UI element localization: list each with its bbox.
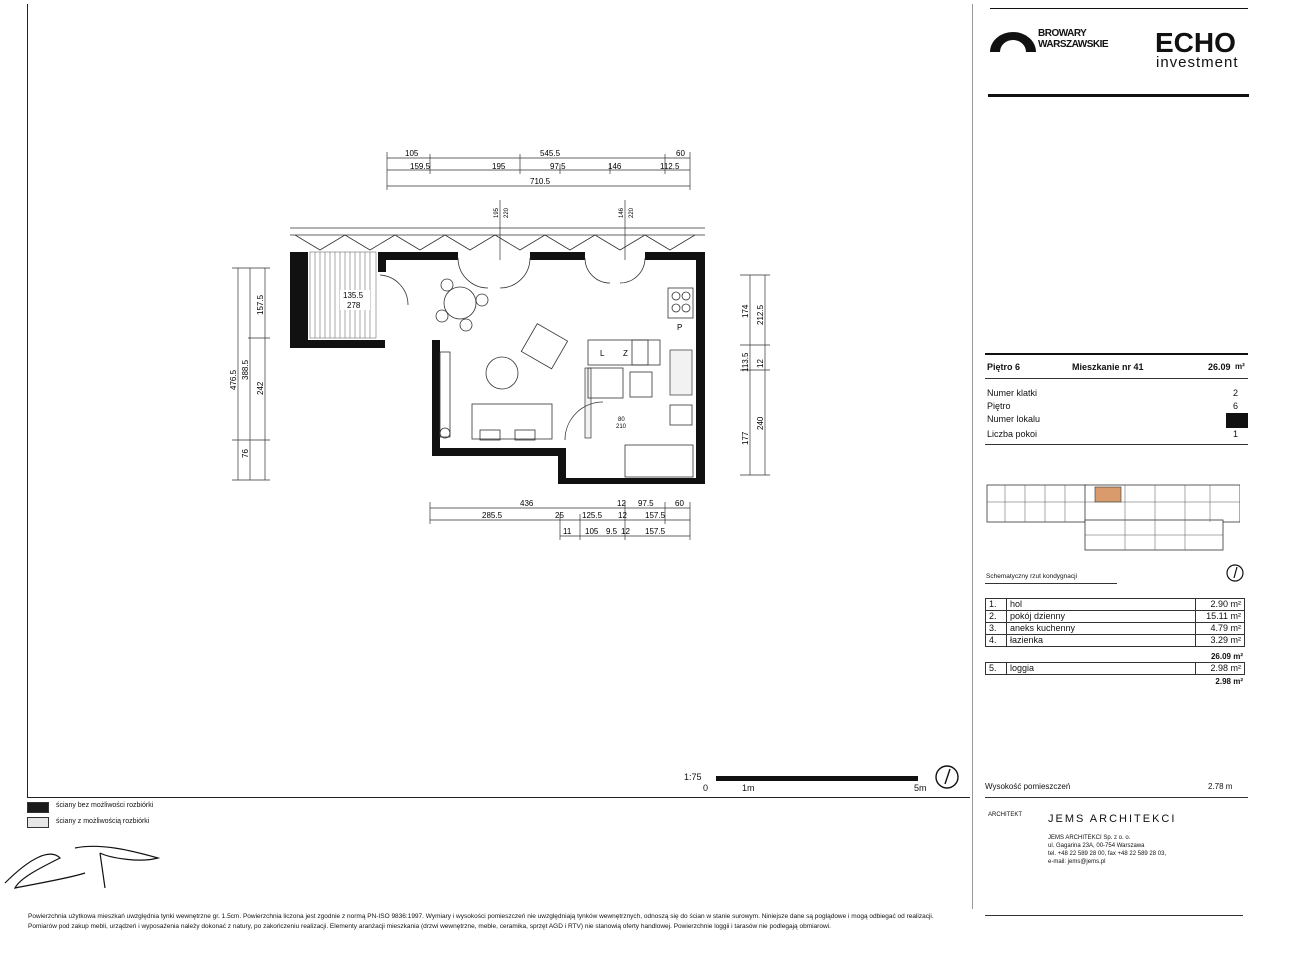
chair [441,279,453,291]
detail-label: Liczba pokoi [987,429,1038,439]
dim-top2-c: 97.5 [550,162,566,171]
dim-top2-a: 159.5 [410,162,431,171]
dim-right-a: 174 [741,304,750,318]
table-row [986,623,1245,635]
chair [436,310,448,322]
dim-top-total: 710.5 [530,177,551,186]
legend-swatch-partition [27,817,49,828]
keyplan-caption-rule [985,583,1117,584]
floor-title: Piętro 6 [987,362,1021,372]
window-swing [458,258,488,288]
furniture [380,258,693,477]
armchair [521,324,567,369]
toilet [630,372,652,397]
room-area: 15.11 m² [1196,611,1245,623]
dim-win1-a: 195 [494,207,500,218]
scale-bar [716,776,918,781]
footnote-line-2: Pomiarów pod zakup mebli, urządzeń i wyposażenia należy dokonać z natury, po zakończeniu realizacji. Elementy aranżacji mieszkania (drzwi wewnętrzne, meble, ceramika, sprzęt AGD i RTV) nie stanowią oferty handlowej. Powierzchnie loggii i tarasów nie podlegają obmiarowi. [28,923,831,930]
dim-right-d: 12 [756,359,765,368]
sink [632,340,660,365]
loggia-door-swing [380,275,408,305]
browary-logo-icon [990,30,1036,52]
dim-top-105: 105 [405,149,419,158]
stove-label: P [677,323,683,332]
title-top-rule [990,8,1248,9]
footnote-line-1: Powierzchnia użytkowa mieszkań uwzględnia tynki wewnętrzne gr. 1.5cm. Powierzchnia liczona jest zgodnie z normą PN-ISO 9836:1997. Wymiary i wysokości pomieszczeń nie uwzględniają tynków wewnętrznych, odnoszą się do ścian w stanie surowym. Niniejsze dane są poglądowe i mogą odbiegać od realizacji. [28,913,934,920]
chair [476,294,488,306]
summary-rule-top [985,353,1248,355]
dim-top2-d: 146 [608,162,622,171]
dim-bot2-d: 12 [618,511,627,520]
apartment-area: 26.09 [1208,362,1231,372]
lamp [440,428,450,438]
scale-0: 0 [703,783,709,793]
detail-value-redacted [1226,413,1248,428]
dim-top2-e: 112.5 [660,162,680,171]
stove [668,288,693,318]
dim-bot2-e: 157.5 [645,511,666,520]
dim-left-a: 157.5 [256,294,265,315]
detail-label: Numer lokalu [987,414,1041,424]
loggia-dim-1: 135.5 [343,291,364,300]
sofa-cushion [515,430,535,440]
dim-left-mid: 388.5 [241,359,250,380]
dim-right-e: 177 [741,431,750,445]
dim-bot-60: 60 [675,499,684,508]
architect-address-3: tel. +48 22 589 28 00, fax +48 22 589 28 03, [1048,851,1167,857]
dim-top2-b: 195 [492,162,506,171]
dim-left-b: 242 [256,381,265,395]
dim-right-c: 113.5 [741,352,750,372]
legend-partition: ściany z możliwością rozbiórki [56,818,150,825]
details-rule [985,444,1248,445]
dim-bot3-d: 12 [621,527,630,536]
window-swing [500,258,530,288]
room-no: 2. [986,611,1007,623]
dim-bot3-c: 9.5 [606,527,618,536]
dim-bot3-a: 11 [563,527,572,536]
dim-top-60: 60 [676,149,685,158]
brand-rule [988,94,1249,97]
freezer-label: Z [623,349,628,358]
tv-shelf [440,352,450,437]
loggia-railing [290,228,705,250]
height-rule [985,797,1248,798]
highlighted-apartment [1095,487,1121,502]
rooms-table [985,598,1245,647]
architect-address-4: e-mail: jems@jems.pl [1048,859,1106,865]
loggia-no: 5. [986,663,1007,675]
room-name: aneks kuchenny [1007,623,1196,635]
sofa-cushion [480,430,500,440]
dim-right-b: 212.5 [756,304,765,325]
north-arrow-icon [934,764,960,790]
key-plan [985,480,1240,558]
table-row [986,663,1245,675]
detail-value: 2 [1232,388,1238,398]
apartment-title: Mieszkanie nr 41 [1072,362,1144,372]
dim-bot-12: 12 [617,499,626,508]
keyplan-caption: Schematyczny rzut kondygnacji [986,573,1078,580]
room-area: 2.90 m² [1196,599,1245,611]
floor-plan [220,140,780,550]
fridge-label: L [600,349,605,358]
architect-address-2: ul. Gagarina 23A, 00-754 Warszawa [1048,843,1145,849]
dim-bot2-a: 285.5 [482,511,503,520]
dim-top-545: 545.5 [540,149,561,158]
dim-bot2-c: 125.5 [582,511,603,520]
legend-bearing: ściany bez możliwości rozbiórki [56,802,154,809]
sofa [472,404,552,439]
dim-bot-436: 436 [520,499,534,508]
room-name: hol [1007,599,1196,611]
dim-win2-a: 146 [619,207,625,218]
summary-rule-bottom [985,378,1248,379]
dim-bot3-b: 105 [585,527,599,536]
architect-address-1: JEMS ARCHITEKCI Sp. z o. o. [1048,835,1131,841]
scale-ratio: 1:75 [684,772,702,782]
loggia-dim-2: 278 [347,301,361,310]
window-swing [620,258,645,283]
room-no: 4. [986,635,1007,647]
loggia-total: 2.98 m² [1215,677,1243,686]
north-arrow-small-icon [1225,563,1245,583]
dim-left-c: 76 [241,449,250,458]
door-swing [565,402,603,440]
architect-name: JEMS ARCHITEKCI [1048,813,1177,825]
dim-win2-b: 220 [629,207,635,218]
table-row [986,635,1245,647]
echo-logo: ECHO [1155,27,1236,58]
room-no: 1. [986,599,1007,611]
kitchen-counter [588,340,648,365]
brand-line-2: WARSZAWSKIE [1038,39,1109,50]
dim-left-outer: 476.5 [229,369,238,390]
window-swing [585,258,610,283]
legend-swatch-bearing [27,802,49,813]
dim-bot2-b: 25 [555,511,564,520]
title-block-divider [972,4,973,909]
door-dim-1: 80 [618,417,625,423]
loggia-name: loggia [1007,663,1196,675]
detail-label: Numer klatki [987,388,1038,398]
bath-floor [588,368,623,398]
architect-label: ARCHITEKT [988,812,1023,818]
dim-bot3-e: 157.5 [645,527,666,536]
table-row [986,599,1245,611]
scale-1m: 1m [742,783,755,793]
dim-right-f: 240 [756,416,765,430]
signature [0,838,170,898]
detail-label: Piętro [987,401,1011,411]
bathtub [625,445,693,477]
loggia-area: 2.98 m² [1196,663,1245,675]
top-dimensions [387,152,690,260]
table-row [986,611,1245,623]
room-height-value: 2.78 m [1208,782,1233,791]
washbasin [670,405,692,425]
coffee-table [486,357,518,389]
scale-5m: 5m [914,783,927,793]
dim-win1-b: 220 [504,207,510,218]
detail-value: 6 [1232,401,1238,411]
door-dim-2: 210 [616,424,627,430]
loggia-table [985,662,1245,675]
title-bottom-rule [985,915,1243,916]
room-area: 4.79 m² [1196,623,1245,635]
room-name: pokój dzienny [1007,611,1196,623]
chair [460,319,472,331]
dining-table [444,287,476,319]
detail-value: 1 [1232,429,1238,439]
rooms-total: 26.09 m² [1210,652,1243,661]
apartment-area-unit: m² [1235,362,1245,371]
room-area: 3.29 m² [1196,635,1245,647]
room-no: 3. [986,623,1007,635]
room-name: łazienka [1007,635,1196,647]
room-height-label: Wysokość pomieszczeń [985,782,1071,791]
brand-line-1: BROWARY [1038,28,1087,39]
dim-bot-97: 97.5 [638,499,654,508]
investment-logo: investment [1156,54,1239,71]
